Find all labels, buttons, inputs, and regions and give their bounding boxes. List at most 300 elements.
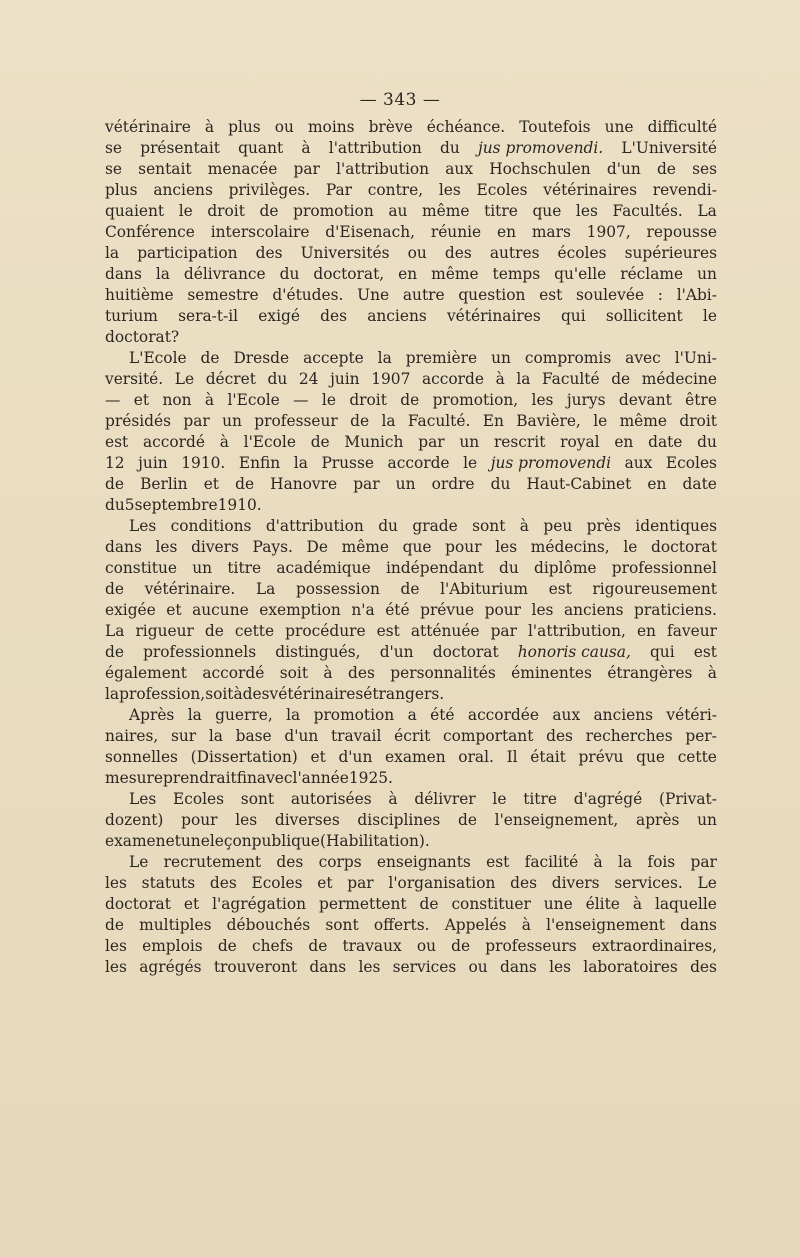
paragraph — [105, 348, 717, 516]
word: autre — [402, 286, 445, 304]
word: sont — [472, 517, 506, 535]
word: Hanovre — [270, 475, 338, 493]
word: des — [510, 874, 537, 892]
word: a — [407, 706, 417, 724]
word: accorde — [387, 454, 450, 472]
word: divers — [191, 538, 239, 556]
word: statuts — [141, 874, 196, 892]
word: même — [431, 265, 479, 283]
word: d'un — [338, 748, 373, 766]
word: d'agrégé — [573, 790, 643, 808]
word: par — [490, 622, 517, 640]
word: et — [317, 874, 333, 892]
word: le — [623, 538, 638, 556]
text-line — [105, 201, 717, 222]
word: qu'elle — [554, 265, 607, 283]
word: les — [105, 937, 127, 955]
word: que — [636, 748, 666, 766]
word: ou — [416, 937, 437, 955]
word: semestre — [187, 286, 259, 304]
word: prendrait — [162, 769, 237, 787]
word: cette — [234, 622, 275, 640]
word: pour — [445, 538, 482, 556]
paragraph — [105, 789, 717, 852]
word: échéance. — [426, 118, 506, 136]
word: une — [543, 895, 573, 913]
word: le — [492, 790, 507, 808]
word: après — [636, 811, 680, 829]
word: débouchés — [226, 916, 311, 934]
word: même — [422, 202, 470, 220]
word: les — [549, 958, 572, 976]
word: l'attribution — [336, 160, 430, 178]
word: d'un — [379, 643, 414, 661]
word: enseignants — [376, 853, 471, 871]
word: vétérinaires — [269, 685, 364, 703]
word: dans — [309, 958, 347, 976]
word: (Dissertation) — [190, 748, 298, 766]
word: possession — [295, 580, 380, 598]
word: moins — [307, 118, 355, 136]
word: même — [619, 412, 667, 430]
word: le — [702, 307, 717, 325]
word: est — [693, 643, 717, 661]
word: la — [208, 727, 223, 745]
word: à — [233, 685, 243, 703]
text-line — [105, 621, 717, 642]
word: écoles — [557, 244, 607, 262]
word: été — [430, 706, 455, 724]
word: Universités — [300, 244, 390, 262]
word: — — [293, 391, 309, 409]
word: sont — [240, 790, 275, 808]
word: comportant — [442, 727, 534, 745]
word: jus promovendi. — [477, 139, 604, 157]
word: et — [165, 832, 181, 850]
word: juin — [138, 454, 168, 472]
word: Ecoles — [476, 181, 528, 199]
word: la — [105, 244, 120, 262]
word: présidés — [105, 412, 171, 430]
word: de — [400, 580, 420, 598]
word: d'Eisenach, — [325, 223, 416, 241]
word: cette — [677, 748, 717, 766]
word: Facultés. — [612, 202, 683, 220]
word: l'attribution — [328, 139, 422, 157]
word: Dresde — [233, 349, 290, 367]
word: peu — [543, 517, 573, 535]
word: travail — [330, 727, 382, 745]
word: Le — [174, 370, 195, 388]
word: dozent) — [105, 811, 164, 829]
word: titre — [484, 202, 518, 220]
word: les — [235, 811, 258, 829]
word: étrangères — [607, 664, 693, 682]
word: les — [438, 181, 461, 199]
word: quant — [238, 139, 284, 157]
word: exigé — [258, 307, 300, 325]
word: profession, — [119, 685, 206, 703]
word: et — [166, 601, 182, 619]
word: atténuée — [410, 622, 480, 640]
word: autorisées — [290, 790, 372, 808]
word: extraordinaires, — [591, 937, 717, 955]
text-line — [105, 558, 717, 579]
word: l'Uni- — [674, 349, 717, 367]
word: services — [392, 958, 457, 976]
word: Ecoles — [172, 790, 225, 808]
word: la — [293, 454, 308, 472]
text-line — [105, 222, 717, 243]
word: laquelle — [654, 895, 717, 913]
text-line — [105, 453, 717, 474]
word: de — [217, 937, 237, 955]
word: Enfin — [238, 454, 281, 472]
text-line — [105, 159, 717, 180]
word: décret — [205, 370, 256, 388]
word: accorde — [421, 370, 484, 388]
word: interscolaire — [210, 223, 310, 241]
word: professeurs — [485, 937, 577, 955]
word: des — [255, 244, 283, 262]
word: 1907, — [586, 223, 631, 241]
word: rescrit — [493, 433, 546, 451]
word: la — [155, 265, 170, 283]
word: réclame — [620, 265, 684, 283]
word: une — [180, 832, 210, 850]
word: ou — [274, 118, 294, 136]
word: Faculté. — [407, 412, 471, 430]
text-line — [105, 726, 717, 747]
word: d'un — [284, 727, 319, 745]
word: de — [105, 475, 124, 493]
word: plus — [105, 181, 138, 199]
word: d'un — [606, 160, 641, 178]
word: qui — [649, 643, 675, 661]
word: septembre — [134, 496, 218, 514]
word: un — [491, 349, 511, 367]
word: accepte — [303, 349, 364, 367]
word: recherches — [585, 727, 673, 745]
word: à — [707, 664, 717, 682]
word: La — [255, 580, 276, 598]
word: Après — [129, 706, 175, 724]
word: les — [358, 958, 381, 976]
word: le — [463, 454, 478, 472]
text-line — [105, 768, 717, 789]
word: promotion — [313, 706, 395, 724]
word: accordée — [467, 706, 539, 724]
word: à — [204, 118, 215, 136]
word: des — [242, 685, 270, 703]
word: personnalités — [390, 664, 496, 682]
word: du — [105, 496, 125, 514]
word: des — [348, 664, 375, 682]
word: 1910. — [181, 454, 226, 472]
word: être — [685, 391, 717, 409]
word: Toutefois — [519, 118, 591, 136]
word: per- — [685, 727, 717, 745]
word: délivrance — [183, 265, 266, 283]
word: même — [341, 538, 390, 556]
word: première — [405, 349, 478, 367]
word: de — [611, 370, 631, 388]
word: en — [496, 223, 517, 241]
word: médecins, — [530, 538, 610, 556]
word: des — [276, 853, 304, 871]
word: doctorat? — [105, 328, 180, 346]
word: promotion — [293, 202, 374, 220]
word: examen — [385, 748, 446, 766]
word: est — [486, 853, 510, 871]
word: droit — [679, 412, 717, 430]
word: en — [647, 475, 667, 493]
word: non — [162, 391, 192, 409]
word: constitue — [105, 559, 178, 577]
word: laboratoires — [583, 958, 678, 976]
word: un — [222, 412, 242, 430]
word: 12 — [105, 454, 125, 472]
word: de — [105, 916, 124, 934]
word: également — [105, 664, 187, 682]
word: de — [259, 202, 279, 220]
word: ou — [407, 244, 427, 262]
text-line — [105, 705, 717, 726]
word: par — [418, 433, 445, 451]
word: Bavière, — [516, 412, 581, 430]
word: Prusse — [321, 454, 374, 472]
text-line — [105, 873, 717, 894]
word: à — [632, 895, 642, 913]
word: du — [279, 265, 300, 283]
word: est — [548, 580, 572, 598]
word: dans — [680, 916, 717, 934]
word: sollicitent — [605, 307, 683, 325]
word: participation — [137, 244, 238, 262]
word: procédure — [285, 622, 366, 640]
word: Pays. — [252, 538, 293, 556]
word: élite — [585, 895, 620, 913]
word: du — [267, 370, 288, 388]
word: naires, — [105, 727, 159, 745]
word: doctorat, — [313, 265, 385, 283]
word: exemption — [259, 601, 341, 619]
word: le — [178, 202, 193, 220]
word: 1925. — [348, 769, 393, 787]
text-line — [105, 747, 717, 768]
word: indépendant — [385, 559, 484, 577]
word: accordé — [202, 664, 265, 682]
word: est — [539, 286, 563, 304]
word: du — [697, 433, 717, 451]
word: doctorat — [651, 538, 717, 556]
word: 1910. — [217, 496, 262, 514]
word: l'enseignement — [546, 916, 665, 934]
text-line — [105, 348, 717, 369]
text-line — [105, 852, 717, 873]
text-line — [105, 600, 717, 621]
word: divers — [551, 874, 600, 892]
word: vétérinaires — [446, 307, 541, 325]
word: jurys — [566, 391, 606, 409]
word: royal — [560, 433, 600, 451]
word: à — [593, 853, 603, 871]
word: présentait — [140, 139, 220, 157]
word: de — [350, 412, 370, 430]
word: rigueur — [135, 622, 194, 640]
word: près — [586, 517, 621, 535]
word: turium — [105, 307, 158, 325]
word: des — [444, 244, 472, 262]
text-line — [105, 663, 717, 684]
word: dans — [105, 538, 142, 556]
word: par — [347, 874, 374, 892]
word: à — [301, 139, 311, 157]
word: privilèges. — [228, 181, 311, 199]
word: Hochschulen — [489, 160, 591, 178]
word: titre — [227, 559, 262, 577]
word: la — [377, 349, 392, 367]
word: les — [105, 958, 127, 976]
word: la — [187, 706, 202, 724]
word: sonnelles — [105, 748, 178, 766]
word: et — [310, 748, 326, 766]
paragraph — [105, 516, 717, 705]
word: temps — [492, 265, 541, 283]
word: prévue — [420, 601, 475, 619]
word: emplois — [142, 937, 203, 955]
word: professionnels — [143, 643, 257, 661]
word: un — [192, 559, 213, 577]
text-line — [105, 915, 717, 936]
word: du — [440, 139, 460, 157]
word: Il — [506, 748, 518, 766]
word: vétérinaires — [543, 181, 638, 199]
word: à — [323, 664, 333, 682]
word: du — [490, 475, 511, 493]
word: se — [105, 139, 123, 157]
text-line — [105, 117, 717, 138]
text-line — [105, 957, 717, 978]
word: Munich — [344, 433, 404, 451]
word: l'agrégation — [212, 895, 307, 913]
word: d'attribution — [265, 517, 364, 535]
word: doctorat — [105, 895, 171, 913]
word: En — [482, 412, 504, 430]
word: anciens — [563, 601, 624, 619]
word: oral. — [458, 748, 494, 766]
word: doctorat — [432, 643, 499, 661]
word: l'Abiturium — [440, 580, 528, 598]
word: pour — [484, 601, 522, 619]
word: les — [495, 538, 518, 556]
word: revendi- — [652, 181, 717, 199]
word: soit — [279, 664, 309, 682]
word: prévu — [578, 748, 624, 766]
word: des — [320, 307, 348, 325]
word: date — [648, 433, 683, 451]
word: huitième — [105, 286, 174, 304]
word: vétérinaire. — [144, 580, 236, 598]
word: guerre, — [215, 706, 273, 724]
word: l'Ecole — [227, 391, 280, 409]
text-line — [105, 894, 717, 915]
word: contre, — [367, 181, 424, 199]
word: L'Université — [621, 139, 717, 157]
word: Appelés — [444, 916, 507, 934]
word: un — [459, 433, 480, 451]
word: est — [376, 622, 400, 640]
word: Ecoles — [665, 454, 717, 472]
word: accordé — [142, 433, 205, 451]
word: praticiens. — [634, 601, 717, 619]
word: recrutement — [163, 853, 262, 871]
word: quaient — [105, 202, 165, 220]
word: services. — [614, 874, 683, 892]
paragraph — [105, 852, 717, 978]
word: ou — [468, 958, 488, 976]
word: les — [531, 601, 554, 619]
word: brève — [368, 118, 413, 136]
word: académique — [276, 559, 371, 577]
word: repousse — [646, 223, 717, 241]
word: de — [310, 433, 330, 451]
word: autres — [489, 244, 540, 262]
word: de — [457, 811, 477, 829]
word: des — [546, 727, 573, 745]
word: question — [458, 286, 526, 304]
text-line — [105, 411, 717, 432]
text-line — [105, 369, 717, 390]
word: distingués, — [275, 643, 361, 661]
word: promotion, — [432, 391, 519, 409]
word: L'Ecole — [129, 349, 187, 367]
word: une — [604, 118, 634, 136]
word: La — [697, 202, 717, 220]
word: délivrer — [414, 790, 476, 808]
word: diplôme — [534, 559, 597, 577]
word: Les — [129, 517, 157, 535]
text-line — [105, 327, 717, 348]
word: fin — [236, 769, 257, 787]
text-line — [105, 810, 717, 831]
text-line — [105, 537, 717, 558]
word: chefs — [251, 937, 294, 955]
text-line — [105, 642, 717, 663]
word: facilité — [524, 853, 579, 871]
word: anciens — [593, 706, 654, 724]
word: aux — [624, 454, 653, 472]
word: conditions — [170, 517, 252, 535]
word: Conférence — [105, 223, 195, 241]
word: droit — [349, 391, 387, 409]
word: dans — [499, 958, 537, 976]
word: médecine — [641, 370, 717, 388]
word: versité. — [105, 370, 164, 388]
word: base — [235, 727, 272, 745]
word: compromis — [524, 349, 612, 367]
word: à — [388, 790, 398, 808]
text-line — [105, 138, 717, 159]
word: professionnel — [611, 559, 717, 577]
text-line — [105, 831, 717, 852]
word: supérieures — [624, 244, 717, 262]
text-line — [105, 495, 717, 516]
text-line — [105, 285, 717, 306]
word: soit — [205, 685, 234, 703]
text-line — [105, 579, 717, 600]
word: le — [593, 412, 608, 430]
